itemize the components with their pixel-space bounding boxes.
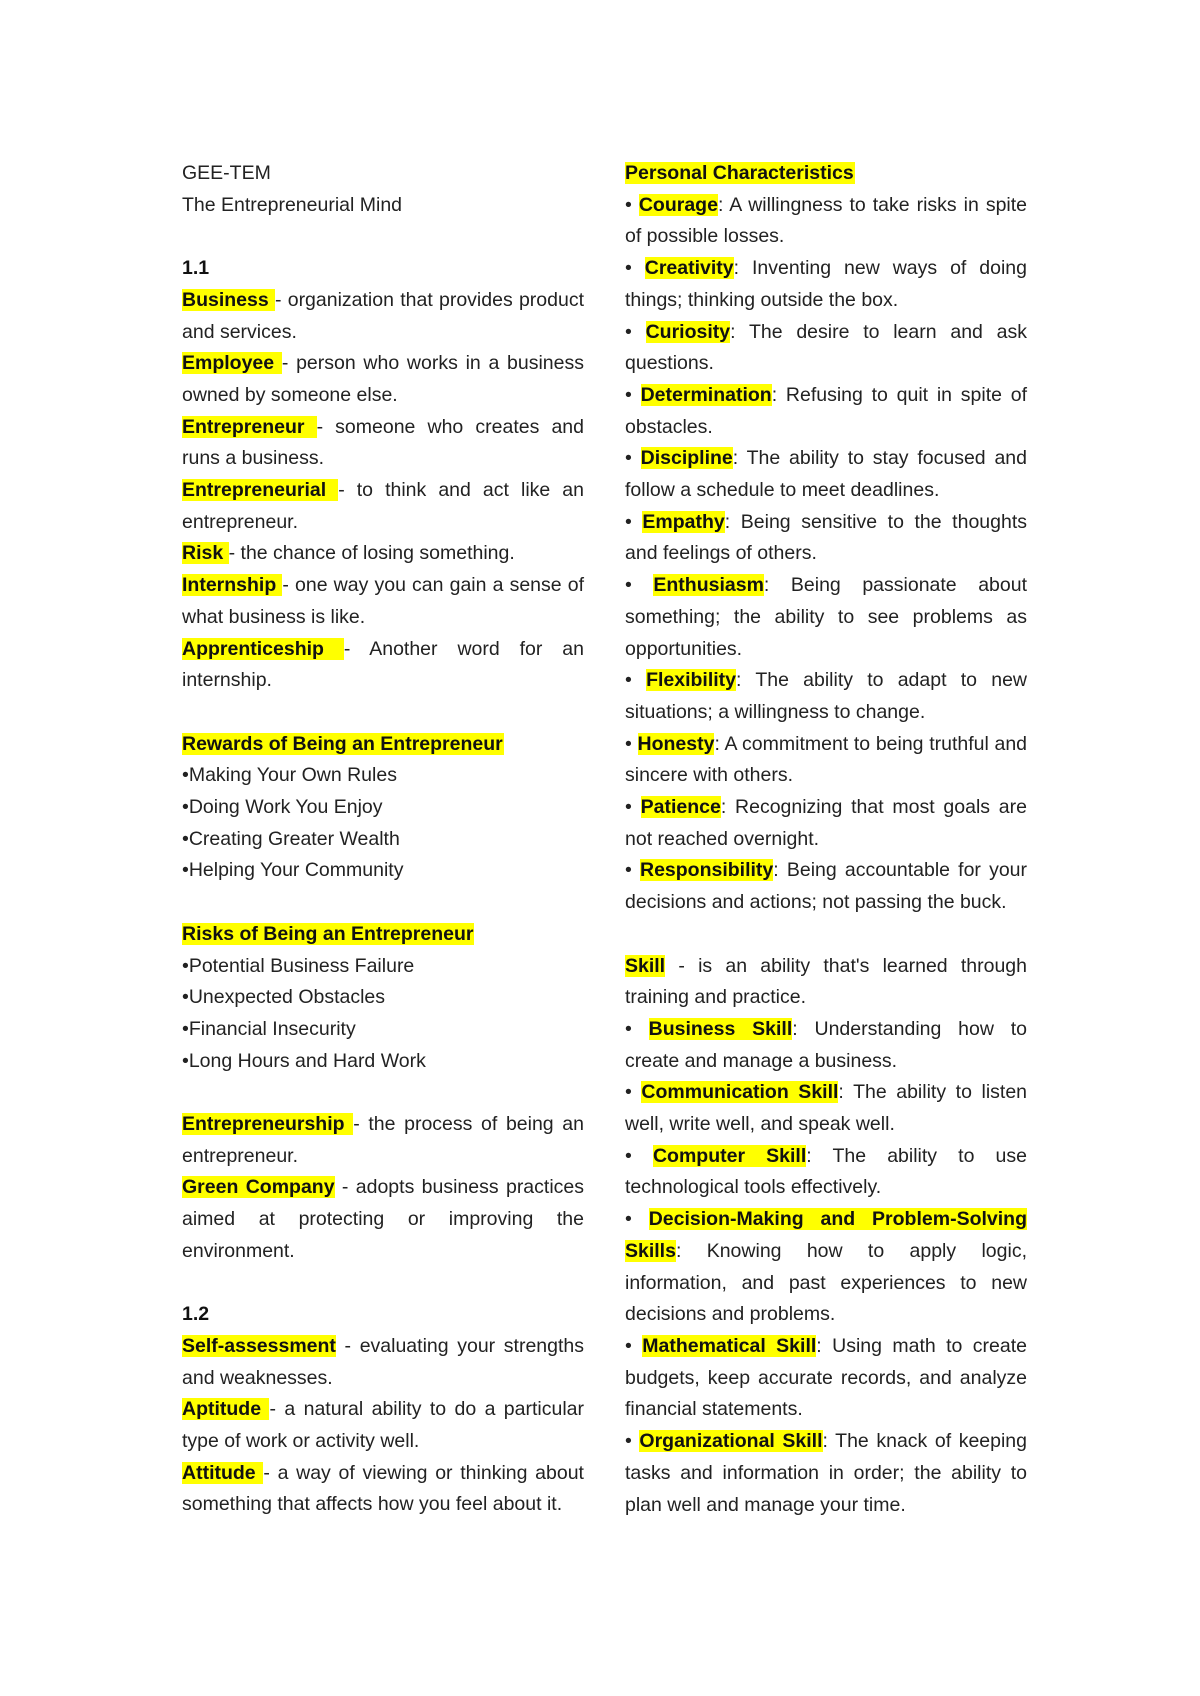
term-label: Apprenticeship bbox=[182, 637, 344, 660]
term-label: Self-assessment bbox=[182, 1334, 336, 1357]
term-definition: adopts business practices aimed at protecting or improving the environment. bbox=[182, 1176, 585, 1262]
bullet-mark: • bbox=[625, 669, 647, 692]
term-separator: - bbox=[353, 1113, 369, 1136]
glossary-term bbox=[625, 729, 1027, 792]
term-label: Decision-Making and Problem-Solving Skills bbox=[625, 1208, 1027, 1262]
term-definition: a natural ability to do a particular type of work or activity well. bbox=[182, 1398, 585, 1453]
term-label: Determination bbox=[640, 383, 772, 406]
bullet-mark: • bbox=[625, 1335, 643, 1357]
term-separator: - bbox=[269, 1398, 285, 1421]
list-item: •Unexpected Obstacles bbox=[182, 986, 386, 1009]
bullet-mark: • bbox=[625, 1208, 649, 1231]
term-definition: the chance of losing something. bbox=[240, 542, 515, 565]
term-definition: Refusing to quit in spite of obstacles. bbox=[625, 383, 1027, 438]
term-definition: The ability to use technological tools effectively. bbox=[625, 1144, 1027, 1199]
term-separator: : bbox=[822, 1430, 836, 1453]
list-item: •Potential Business Failure bbox=[182, 954, 415, 977]
term-definition: person who works in a business owned by someone else. bbox=[182, 352, 584, 406]
term-label: Patience bbox=[640, 796, 721, 819]
right-column bbox=[625, 158, 1027, 1521]
term-label: Attitude bbox=[182, 1461, 264, 1484]
list-item: •Helping Your Community bbox=[182, 859, 404, 882]
bullet-mark: • bbox=[625, 257, 645, 280]
term-definition: Using math to create budgets, keep accurate records, and analyze financial statements. bbox=[625, 1335, 1027, 1421]
term-label: Entrepreneurship bbox=[182, 1113, 354, 1136]
glossary-term bbox=[625, 253, 1027, 316]
term-separator: : bbox=[724, 510, 741, 533]
glossary-term bbox=[625, 855, 1027, 918]
glossary-term bbox=[625, 317, 1027, 380]
term-label: Risk bbox=[182, 542, 229, 565]
term-definition: evaluating your strengths and weaknesses. bbox=[182, 1334, 584, 1389]
term-separator: : bbox=[733, 257, 752, 280]
spacer bbox=[182, 697, 584, 729]
term-definition: Knowing how to apply logic, information, and past experiences to new decisions and problems. bbox=[625, 1239, 1027, 1326]
glossary-term bbox=[625, 1014, 1027, 1077]
glossary-term bbox=[182, 538, 584, 570]
spacer bbox=[182, 221, 584, 253]
bullet-mark: • bbox=[625, 1081, 642, 1104]
glossary-term bbox=[182, 1172, 584, 1267]
term-label: Flexibility bbox=[646, 669, 737, 692]
bullet-mark: • bbox=[625, 193, 639, 216]
term-separator: : bbox=[838, 1081, 854, 1104]
term-definition: Recognizing that most goals are not reached overnight. bbox=[625, 796, 1027, 850]
glossary-term bbox=[625, 665, 1027, 728]
glossary-term bbox=[625, 1077, 1027, 1140]
spacer bbox=[182, 1077, 584, 1109]
glossary-term bbox=[625, 1426, 1027, 1521]
bullet-mark: • bbox=[625, 320, 646, 343]
glossary-term bbox=[625, 507, 1027, 570]
section-number: 1.1 bbox=[182, 257, 210, 280]
bullet-mark: • bbox=[625, 732, 638, 755]
list-item: •Creating Greater Wealth bbox=[182, 827, 400, 850]
term-label: Organizational Skill bbox=[639, 1430, 823, 1453]
term-separator: : bbox=[720, 796, 736, 819]
term-definition: A commitment to being truthful and sincere with others. bbox=[625, 732, 1028, 787]
term-separator: : bbox=[763, 574, 791, 597]
spacer bbox=[182, 887, 584, 919]
term-separator: : bbox=[806, 1144, 833, 1167]
term-definition: The desire to learn and ask questions. bbox=[625, 320, 1027, 375]
skills-list bbox=[625, 1014, 1027, 1521]
term-separator: : bbox=[714, 732, 725, 755]
characteristics-heading: Personal Characteristics bbox=[625, 162, 854, 184]
glossary-term bbox=[182, 1331, 584, 1394]
term-separator: : bbox=[675, 1239, 707, 1262]
term-label: Employee bbox=[182, 352, 282, 375]
term-label: Business bbox=[182, 288, 275, 311]
glossary-term bbox=[625, 1331, 1027, 1426]
glossary-term bbox=[625, 380, 1027, 443]
course-code: GEE-TEM bbox=[182, 162, 271, 184]
term-label: Green Company bbox=[182, 1176, 335, 1199]
term-separator: - bbox=[343, 637, 370, 660]
term-separator: : bbox=[792, 1017, 815, 1040]
term-definition: The ability to adapt to new situations; a willingness to change. bbox=[625, 669, 1028, 723]
bullet-mark: • bbox=[625, 574, 654, 597]
term-label: Communication Skill bbox=[641, 1081, 839, 1104]
section-number: 1.2 bbox=[182, 1303, 210, 1326]
term-definition: organization that provides product and services. bbox=[182, 288, 584, 343]
list-item: •Financial Insecurity bbox=[182, 1017, 356, 1040]
list-item: •Making Your Own Rules bbox=[182, 764, 397, 787]
bullet-mark: • bbox=[625, 1144, 653, 1167]
glossary-term bbox=[182, 1458, 584, 1521]
term-definition: the process of being an entrepreneur. bbox=[182, 1113, 584, 1167]
glossary-term bbox=[625, 190, 1027, 253]
term-separator: : bbox=[773, 859, 787, 882]
term-definition: one way you can gain a sense of what business is like. bbox=[182, 574, 584, 628]
term-definition: The knack of keeping tasks and information in order; the ability to plan well and manage your time. bbox=[625, 1430, 1027, 1516]
term-separator: : bbox=[730, 320, 749, 343]
term-definition: Being accountable for your decisions and actions; not passing the buck. bbox=[625, 859, 1028, 914]
term-label: Honesty bbox=[637, 732, 715, 755]
risks-heading: Risks of Being an Entrepreneur bbox=[182, 922, 474, 945]
glossary-term bbox=[182, 285, 584, 348]
term-separator: : bbox=[816, 1335, 833, 1357]
bullet-mark: • bbox=[625, 1430, 640, 1453]
glossary-term bbox=[182, 634, 584, 697]
term-definition: Inventing new ways of doing things; thinking outside the box. bbox=[625, 257, 1027, 311]
spacer bbox=[625, 919, 1027, 951]
term-definition: A willingness to take risks in spite of possible losses. bbox=[625, 193, 1028, 248]
glossary-term bbox=[182, 1109, 584, 1172]
glossary-term bbox=[182, 412, 584, 475]
glossary-term bbox=[182, 348, 584, 411]
bullet-mark: • bbox=[625, 383, 641, 406]
term-definition: a way of viewing or thinking about something that affects how you feel about it. bbox=[182, 1461, 584, 1516]
term-label: Computer Skill bbox=[652, 1144, 807, 1167]
term-definition: Another word for an internship. bbox=[182, 637, 585, 692]
document-title: The Entrepreneurial Mind bbox=[182, 193, 403, 216]
glossary-term bbox=[182, 1394, 584, 1457]
glossary-term bbox=[625, 443, 1027, 506]
term-label: Entrepreneurial bbox=[182, 479, 339, 502]
glossary-term bbox=[625, 570, 1027, 665]
term-label: Responsibility bbox=[639, 859, 774, 882]
term-definition: Understanding how to create and manage a business. bbox=[625, 1017, 1027, 1072]
term-separator: - bbox=[338, 479, 357, 502]
glossary-term bbox=[625, 792, 1027, 855]
term-label: Curiosity bbox=[645, 320, 731, 343]
term-label: Entrepreneur bbox=[182, 415, 317, 438]
term-separator: - bbox=[334, 1176, 356, 1199]
additional-terms bbox=[182, 1109, 584, 1268]
section-1-1-terms bbox=[182, 285, 584, 697]
glossary-term bbox=[625, 1141, 1027, 1204]
bullet-mark: • bbox=[625, 796, 641, 819]
term-label: Discipline bbox=[640, 447, 733, 470]
term-separator: : bbox=[771, 383, 786, 406]
bullet-mark: • bbox=[625, 510, 643, 533]
glossary-term bbox=[182, 570, 584, 633]
term-label: Business Skill bbox=[648, 1017, 793, 1040]
term-label: Internship bbox=[182, 574, 283, 597]
bullet-mark: • bbox=[625, 1017, 649, 1040]
term-separator: : bbox=[717, 193, 730, 216]
rewards-list bbox=[182, 760, 584, 887]
spacer bbox=[182, 1268, 584, 1300]
left-column bbox=[182, 158, 584, 1521]
term-label: Aptitude bbox=[182, 1398, 270, 1421]
term-label: Enthusiasm bbox=[653, 574, 764, 597]
section-1-2-terms bbox=[182, 1331, 584, 1521]
term-separator: - bbox=[282, 574, 296, 597]
term-definition: Being sensitive to the thoughts and feelings of others. bbox=[625, 510, 1027, 565]
bullet-mark: • bbox=[625, 447, 641, 470]
risks-list bbox=[182, 951, 584, 1078]
term-definition: to think and act like an entrepreneur. bbox=[182, 479, 584, 533]
term-separator: - bbox=[316, 415, 336, 438]
glossary-term bbox=[625, 1204, 1027, 1331]
term-separator: - bbox=[281, 352, 297, 375]
rewards-heading: Rewards of Being an Entrepreneur bbox=[182, 732, 503, 755]
term-definition: The ability to stay focused and follow a schedule to meet deadlines. bbox=[625, 447, 1027, 502]
term-separator: - bbox=[335, 1334, 360, 1357]
skill-definition: Skill - is an ability that's learned through training and practice. bbox=[625, 954, 1027, 1009]
term-separator: : bbox=[732, 447, 747, 470]
term-label: Courage bbox=[638, 193, 718, 216]
term-definition: The ability to listen well, write well, and speak well. bbox=[625, 1081, 1028, 1136]
term-separator: - bbox=[274, 288, 288, 311]
glossary-term bbox=[182, 475, 584, 538]
bullet-mark: • bbox=[625, 859, 640, 882]
term-definition: Being passionate about something; the ability to see problems as opportunities. bbox=[625, 574, 1028, 660]
list-item: •Long Hours and Hard Work bbox=[182, 1049, 426, 1072]
term-separator: - bbox=[263, 1461, 278, 1484]
term-definition: someone who creates and runs a business. bbox=[182, 415, 584, 470]
term-separator: - bbox=[228, 542, 241, 565]
term-label: Creativity bbox=[644, 257, 734, 280]
characteristics-list bbox=[625, 190, 1027, 919]
term-label: Mathematical Skill bbox=[642, 1335, 817, 1357]
list-item: •Doing Work You Enjoy bbox=[182, 796, 383, 819]
term-separator: : bbox=[736, 669, 756, 692]
term-label: Empathy bbox=[642, 510, 725, 533]
